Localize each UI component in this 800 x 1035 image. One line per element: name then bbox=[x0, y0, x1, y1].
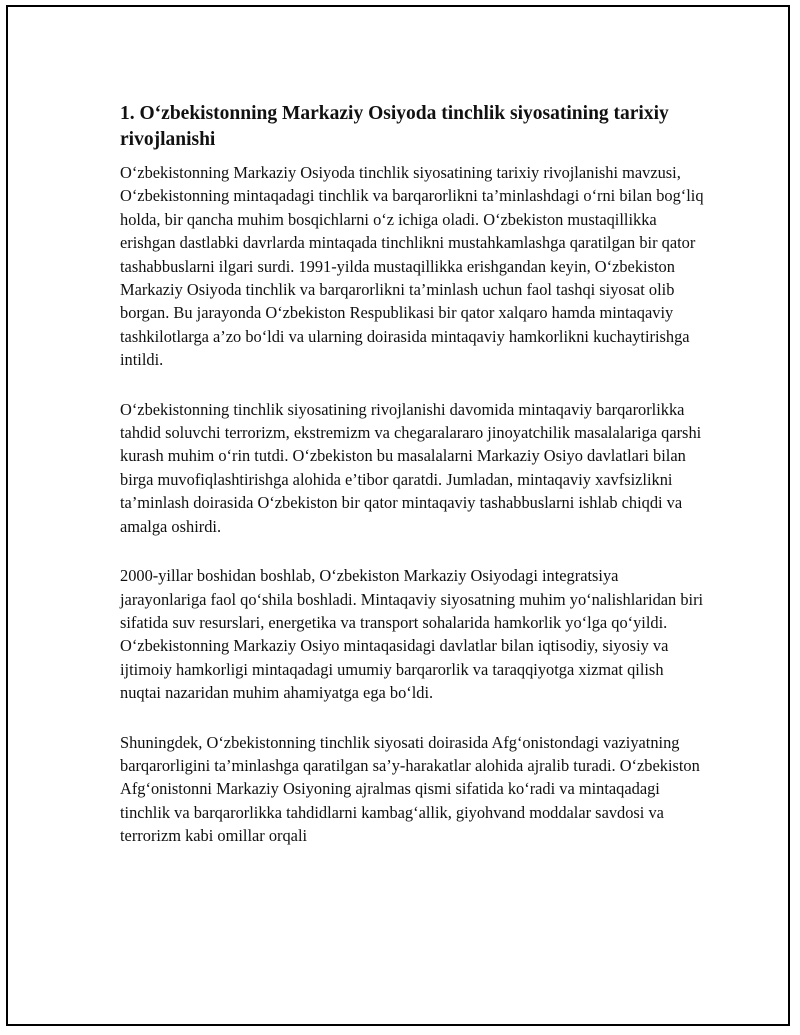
paragraph-4: Shuningdek, O‘zbekistonning tinchlik siyosati doirasida Afg‘onistondagi vaziyatning barqarorligini ta’minlashga qaratilgan sa’y-harakatlar alohida ajralib turadi. O‘zbekiston Afg‘onistonni Markaziy Osiyoning ajralmas qismi sifatida ko‘radi va mintaqadagi tinchlik va barqarorlikka tahdidlarni kambag‘allik, giyohvand moddalar savdosi va terrorizm kabi omillar orqali bbox=[120, 732, 700, 846]
page-frame bbox=[6, 5, 790, 1026]
section-heading: 1. O‘zbekistonning Markaziy Osiyoda tinchlik siyosatining tarixiy rivojlanishi bbox=[120, 103, 669, 150]
paragraph-1: O‘zbekistonning Markaziy Osiyoda tinchlik siyosatining tarixiy rivojlanishi mavzusi, O‘zbekistonning mintaqadagi tinchlik va barqarorlikni ta’minlashdagi o‘rni bilan bog‘liq holda, bir qancha muhim bosqichlarni o‘z ichiga oladi. O‘zbekiston mustaqillikka erishgan dastlabki davrlarda mintaqada tinchlikni mustahkamlashga qaratilgan bir qator tashabbuslarni ilgari surdi. 1991-yilda mustaqillikka erishgandan keyin, O‘zbekiston Markaziy Osiyoda tinchlik va barqarorlikni ta’minlash uchun faol tashqi siyosat olib borgan. Bu jarayonda O‘zbekiston Respublikasi bir qator xalqaro hamda mintaqaviy tashkilotlarga a’zo bo‘ldi va ularning doirasida mintaqaviy hamkorlikni kuchaytirishga intildi. bbox=[120, 163, 704, 370]
paragraph-2: O‘zbekistonning tinchlik siyosatining rivojlanishi davomida mintaqaviy barqarorlikka tahdid soluvchi terrorizm, ekstremizm va chegaralararo jinoyatchilik masalalariga qarshi kurash muhim o‘rin tutdi. O‘zbekiston bu masalalarni Markaziy Osiyo davlatlari bilan birga muvofiqlashtirishga alohida e’tibor qaratdi. Jumladan, mintaqaviy xavfsizlikni ta’minlash doirasida O‘zbekiston bir qator mintaqaviy tashabbuslarni ishlab chiqdi va amalga oshirdi. bbox=[120, 399, 702, 536]
document-body bbox=[120, 101, 706, 874]
paragraph-3: 2000-yillar boshidan boshlab, O‘zbekiston Markaziy Osiyodagi integratsiya jarayonlariga faol qo‘shila boshladi. Mintaqaviy siyosatning muhim yo‘nalishlaridan biri sifatida suv resurslari, energetika va transport sohalarida hamkorlik yo‘lga qo‘yildi. O‘zbekistonning Markaziy Osiyo mintaqasidagi davlatlar bilan iqtisodiy, siyosiy va ijtimoiy hamkorligi mintaqadagi umumiy barqarorlik va taraqqiyotga xizmat qilish nuqtai nazaridan muhim ahamiyatga ega bo‘ldi. bbox=[120, 566, 704, 703]
